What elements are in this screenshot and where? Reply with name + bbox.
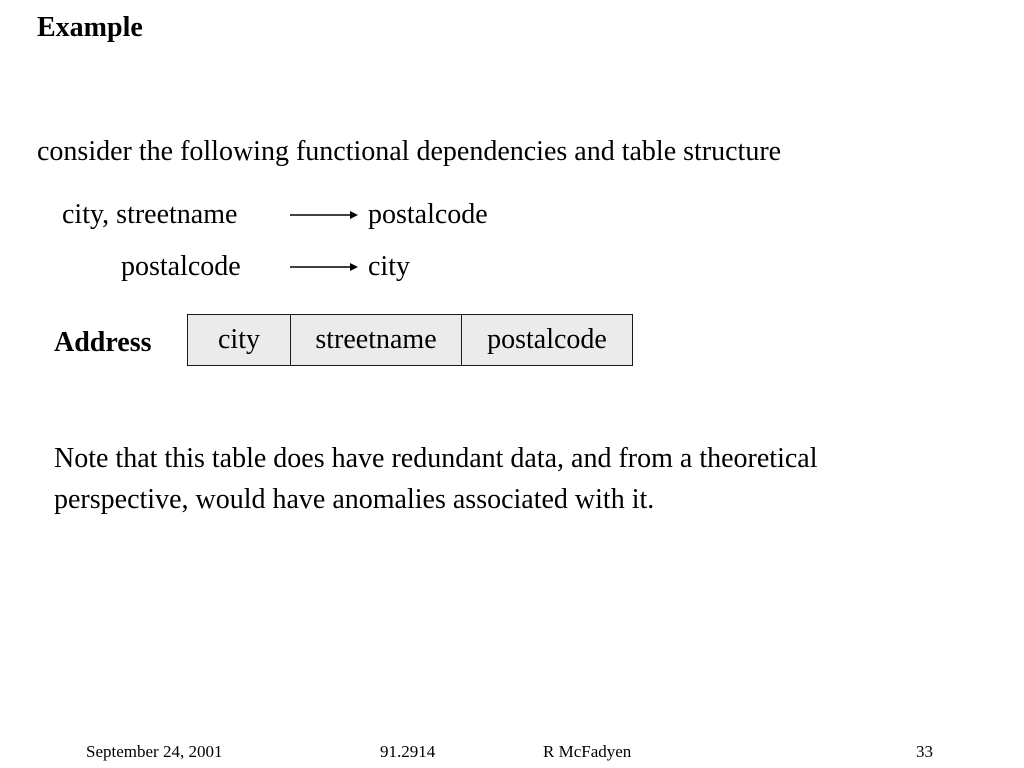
footer-course: 91.2914 [380, 742, 436, 761]
slide-title: Example [37, 12, 143, 43]
note-text: Note that this table does have redundant data, and from a theoretical perspective, would have anomalies associated with it. [54, 443, 818, 515]
arrow-right-icon [290, 257, 360, 277]
attribute-cell-postalcode: postalcode [462, 315, 633, 366]
footer-page-number: 33 [916, 742, 933, 761]
footer-date: September 24, 2001 [86, 742, 223, 761]
fd-1-lhs: city, streetname [62, 199, 238, 230]
attribute-cell-streetname: streetname [291, 315, 462, 366]
relation-schema-table [187, 314, 633, 366]
arrow-right-icon [290, 205, 360, 225]
intro-text: consider the following functional dependencies and table structure [37, 136, 782, 167]
relation-name: Address [54, 327, 152, 358]
fd-1-rhs: postalcode [368, 199, 488, 230]
footer-author: R McFadyen [543, 742, 632, 761]
fd-2-lhs: postalcode [121, 251, 241, 282]
fd-2-rhs: city [368, 251, 410, 282]
attribute-cell-city: city [188, 315, 291, 366]
table-row [188, 315, 633, 366]
